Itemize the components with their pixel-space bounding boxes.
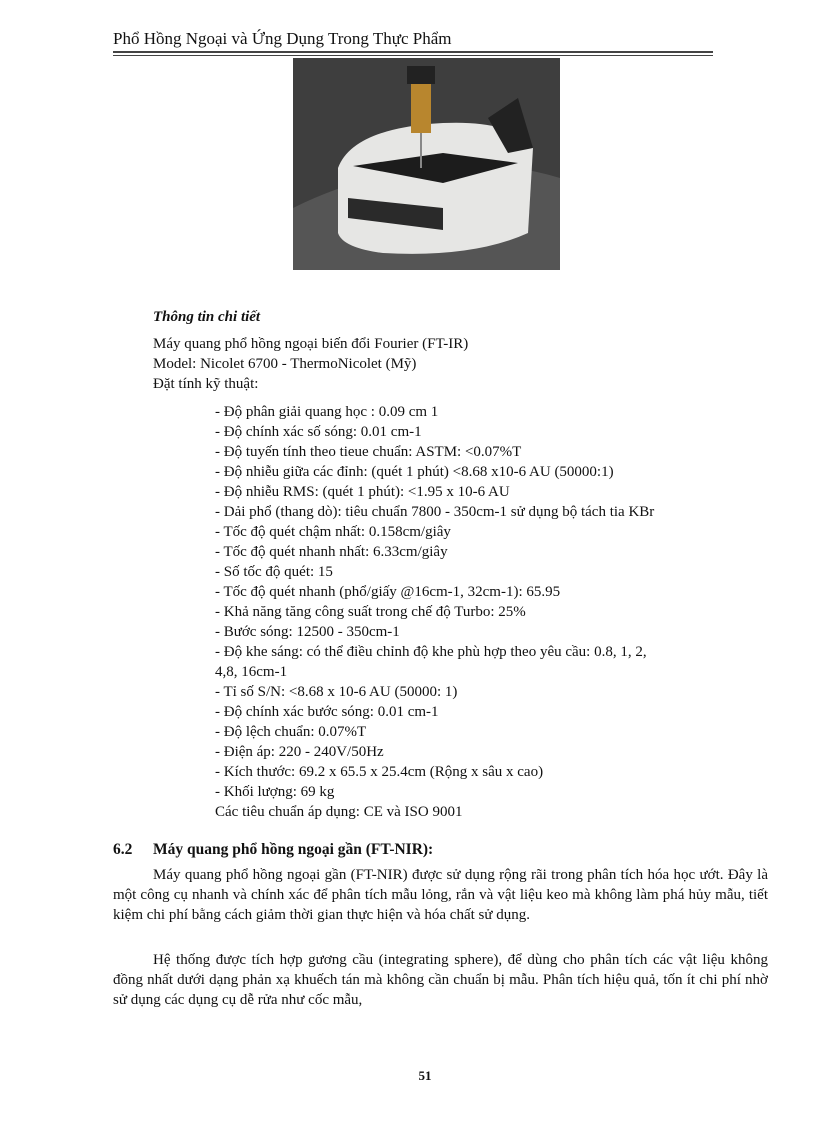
running-header: Phổ Hồng Ngoại và Ứng Dụng Trong Thực Phẩm	[113, 29, 452, 48]
ft-ir-instrument-photo	[293, 58, 560, 270]
spec-item: - Số tốc độ quét: 15	[215, 564, 333, 580]
spec-item: - Tốc độ quét nhanh nhất: 6.33cm/giây	[215, 544, 448, 560]
section-number: 6.2	[113, 841, 133, 858]
section-heading	[113, 840, 433, 860]
spec-item: - Bước sóng: 12500 - 350cm-1	[215, 624, 400, 640]
spec-item: - Độ lệch chuẩn: 0.07%T	[215, 724, 367, 740]
spec-item: - Độ nhiễu RMS: (quét 1 phút): <1.95 x 10-6 AU	[215, 484, 510, 500]
spec-item: Các tiêu chuẩn áp dụng: CE và ISO 9001	[215, 804, 463, 820]
spec-item: - Độ chính xác số sóng: 0.01 cm-1	[215, 424, 422, 440]
intro-line: Model: Nicolet 6700 - ThermoNicolet (Mỹ)	[153, 356, 417, 372]
spec-item: - Độ tuyến tính theo tieue chuẩn: ASTM: <0.07%T	[215, 444, 522, 460]
spec-item: - Tốc độ quét nhanh (phổ/giấy @16cm-1, 32cm-1): 65.95	[215, 584, 561, 600]
paragraph: Hệ thống được tích hợp gương cầu (integrating sphere), để dùng cho phân tích các vật liệu không đồng nhất dưới dạng phản xạ khuếch tán mà không cần chuẩn bị mẫu. Phân tích hiệu quả, tốn ít chi phí nhờ sử dụng các dụng cụ dễ rửa như cốc mẫu,	[113, 952, 768, 1008]
spec-item: - Dải phổ (thang dò): tiêu chuẩn 7800 - 350cm-1 sử dụng bộ tách tia KBr	[215, 504, 655, 520]
header-rule	[113, 51, 713, 56]
intro-line: Đặt tính kỹ thuật:	[153, 376, 259, 392]
spec-item: - Độ nhiễu giữa các đỉnh: (quét 1 phút) <8.68 x10-6 AU (50000:1)	[215, 464, 614, 480]
spec-list	[215, 402, 654, 822]
spec-item: - Điện áp: 220 - 240V/50Hz	[215, 744, 384, 760]
spec-item: - Tỉ số S/N: <8.68 x 10-6 AU (50000: 1)	[215, 684, 458, 700]
spec-item: 4,8, 16cm-1	[215, 664, 288, 680]
details-intro	[153, 334, 468, 394]
spec-item: - Khả năng tăng công suất trong chế độ Turbo: 25%	[215, 604, 526, 620]
spec-item: - Kích thước: 69.2 x 65.5 x 25.4cm (Rộng x sâu x cao)	[215, 764, 544, 780]
section-title: Máy quang phổ hồng ngoại gần (FT-NIR):	[153, 841, 434, 858]
details-heading: Thông tin chi tiết	[153, 309, 261, 325]
page-number: 51	[418, 1068, 432, 1083]
spec-item: - Độ khe sáng: có thể điều chỉnh độ khe phù hợp theo yêu cầu: 0.8, 1, 2,	[215, 644, 647, 660]
spec-item: - Độ phân giải quang học : 0.09 cm 1	[215, 404, 439, 420]
spec-item: - Độ chính xác bước sóng: 0.01 cm-1	[215, 704, 439, 720]
paragraph: Máy quang phổ hồng ngoại gần (FT-NIR) được sử dụng rộng rãi trong phân tích hóa học ướt. Đây là một công cụ nhanh và chính xác để phân tích mẫu lỏng, rắn và vật liệu keo mà không làm phá hủy mẫu, tiết kiệm chi phí bằng cách giảm thời gian thực hiện và hóa chất sử dụng.	[113, 867, 768, 923]
spec-item: - Khối lượng: 69 kg	[215, 784, 335, 800]
intro-line: Máy quang phổ hồng ngoại biến đổi Fourier (FT-IR)	[153, 336, 469, 352]
spec-item: - Tốc độ quét chậm nhất: 0.158cm/giây	[215, 524, 451, 540]
